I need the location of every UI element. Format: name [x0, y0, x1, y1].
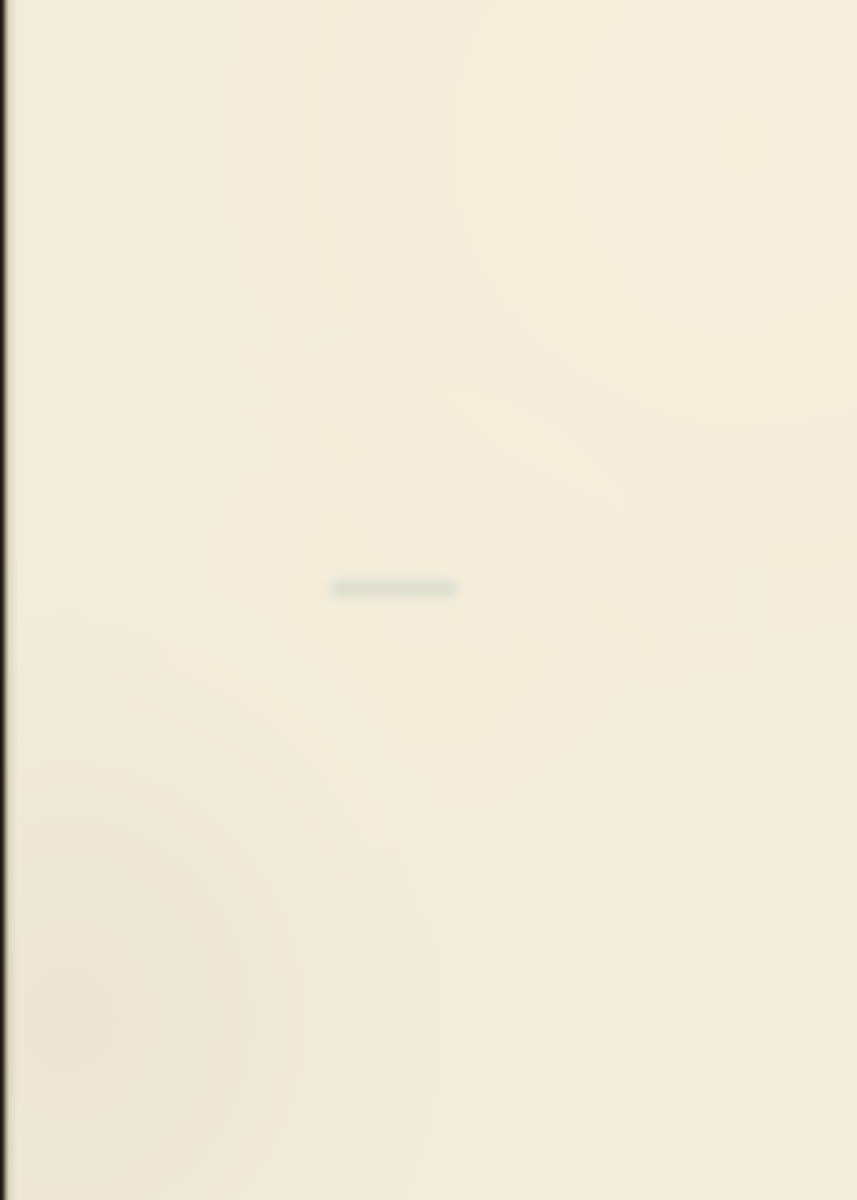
watermark	[330, 572, 800, 614]
watermark-smudge	[330, 580, 458, 597]
bleedthrough-layer	[57, 0, 846, 580]
binding-edge	[0, 0, 18, 1200]
